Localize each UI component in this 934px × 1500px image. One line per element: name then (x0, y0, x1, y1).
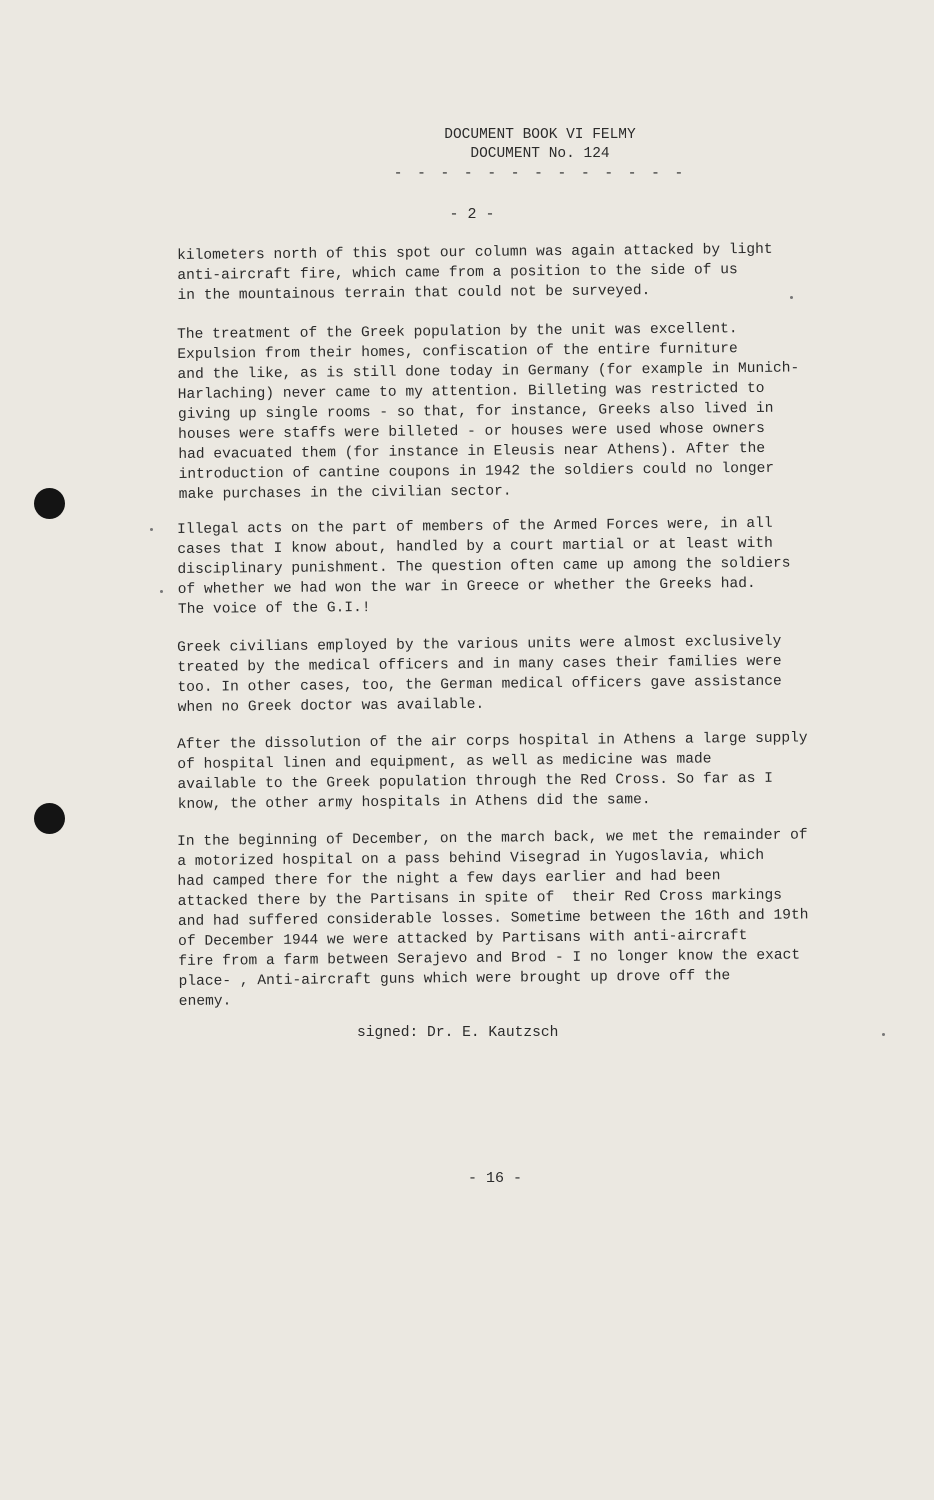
header-rule: - - - - - - - - - - - - - (393, 166, 687, 182)
text-line: too. In other cases, too, the German medical officers gave assistance (177, 673, 782, 696)
text-line: of December 1944 we were attacked by Partisans with anti-aircraft (178, 928, 748, 950)
text-line: disciplinary punishment. The question often came up among the soldiers (177, 555, 791, 578)
text-line: had evacuated them (for instance in Eleusis near Athens). After the (178, 440, 766, 463)
text-line: available to the Greek population through the Red Cross. So far as I (177, 770, 774, 793)
text-line: a motorized hospital on a pass behind Visegrad in Yugoslavia, which (177, 847, 765, 870)
header-document-number: DOCUMENT No. 124 (470, 146, 610, 162)
text-line: In the beginning of December, on the march back, we met the remainder of (177, 827, 808, 850)
footer-page-number: - 16 - (467, 1170, 522, 1187)
paper-speck (160, 590, 163, 593)
text-line: Harlaching) never came to my attention. Billeting was restricted to (177, 380, 765, 403)
text-line: when no Greek doctor was available. (177, 696, 485, 716)
text-line: and the like, as is still done today in Germany (for example in Munich- (177, 360, 800, 383)
text-line: houses were staffs were billeted - or houses were used whose owners (178, 420, 765, 443)
text-line: kilometers north of this spot our column was again attacked by light (177, 241, 773, 264)
text-line: fire from a farm between Serajevo and Brod - I no longer know the exact (178, 947, 801, 970)
paragraph-1 (177, 239, 883, 306)
header-book-title: DOCUMENT BOOK VI FELMY (444, 127, 636, 143)
paragraph-5 (177, 728, 883, 815)
text-line: The treatment of the Greek population by the unit was excellent. (177, 321, 738, 343)
text-line: know, the other army hospitals in Athens did the same. (177, 792, 651, 813)
paragraph-3 (177, 513, 883, 620)
text-line: cases that I know about, handled by a court martial or at least with (177, 535, 773, 558)
text-line: giving up single rooms - so that, for instance, Greeks also lived in (177, 400, 774, 423)
text-line: had camped there for the night a few days earlier and had been (177, 868, 721, 890)
text-line: make purchases in the civilian sector. (178, 483, 512, 503)
document-header (380, 126, 700, 184)
text-line: of hospital linen and equipment, as well as medicine was made (177, 751, 712, 773)
text-line: place- , Anti-aircraft guns which were brought up drove off the (178, 968, 731, 990)
text-line: in the mountainous terrain that could not be surveyed. (177, 283, 651, 304)
text-line: enemy. (178, 993, 232, 1010)
text-line: anti-aircraft fire, which came from a position to the side of us (177, 262, 738, 284)
text-line: and had suffered considerable losses. Sometime between the 16th and 19th (177, 907, 809, 930)
page-marker: - 2 - (449, 206, 495, 223)
text-line: Illegal acts on the part of members of the Armed Forces were, in all (177, 515, 773, 538)
paragraph-2 (177, 318, 884, 505)
punch-hole-top (34, 488, 65, 519)
text-line: treated by the medical officers and in many cases their families were (177, 653, 782, 676)
text-line: Greek civilians employed by the various units were almost exclusively (177, 633, 782, 656)
paragraph-4 (177, 631, 883, 718)
text-line: of whether we had won the war in Greece or whether the Greeks had. (177, 575, 756, 598)
signature-line: signed: Dr. E. Kautzsch (357, 1025, 559, 1041)
text-line: attacked there by the Partisans in spite of their Red Cross markings (177, 887, 783, 910)
paper-speck (150, 528, 153, 531)
paper-speck (882, 1033, 885, 1036)
text-line: Expulsion from their homes, confiscation of the entire furniture (177, 341, 738, 363)
text-line: The voice of the G.I.! (177, 599, 371, 618)
text-line: After the dissolution of the air corps hospital in Athens a large supply (177, 730, 808, 753)
punch-hole-bottom (34, 803, 65, 834)
paragraph-6 (177, 825, 884, 1012)
text-line: introduction of cantine coupons in 1942 the soldiers could no longer (178, 460, 775, 483)
